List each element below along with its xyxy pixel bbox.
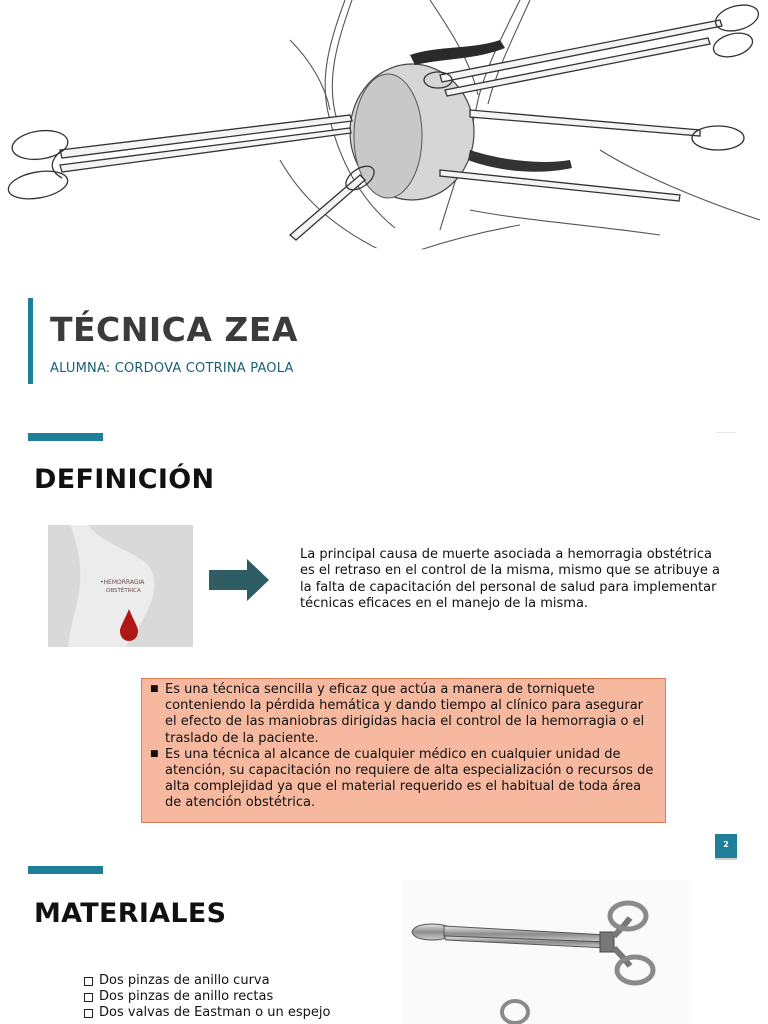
forceps-illustration xyxy=(0,0,768,270)
bullet-text: Es una técnica al alcance de cualquier médico en cualquier unidad de atención, su capacitación no requiere de alta especialización o recursos de alta complejidad ya que el material requerido es el habitual de toda área de atención obstétrica. xyxy=(165,746,654,811)
slide-title xyxy=(0,0,768,412)
slide-materials xyxy=(0,860,768,1024)
divider xyxy=(716,432,736,433)
list-item-text: Dos pinzas de anillo rectas xyxy=(99,989,274,1004)
accent-bar xyxy=(28,433,103,441)
list-item xyxy=(84,973,330,989)
list-item xyxy=(84,989,330,1005)
image-label-line1: •HEMORRAGIA xyxy=(100,579,145,586)
ring-forceps-svg xyxy=(402,880,692,1024)
list-item xyxy=(84,1005,330,1021)
materials-heading: MATERIALES xyxy=(34,898,227,929)
hemorrhage-image xyxy=(48,525,193,647)
checkbox-icon xyxy=(84,1009,93,1018)
list-item-text: Dos valvas de Eastman o un espejo xyxy=(99,1005,331,1020)
bullet-item xyxy=(148,747,655,812)
hemorrhage-image-svg xyxy=(48,525,193,647)
bullet-text: Es una técnica sencilla y eficaz que actúa a manera de torniquete conteniendo la pérdida hemática y dando tiempo al clínico para asegurar el efecto de las maniobras dirigidas hacia el control de la hemorragia o el traslado de la paciente. xyxy=(165,682,645,746)
bullet-item xyxy=(148,682,655,747)
presentation-title: TÉCNICA ZEA xyxy=(50,310,298,349)
accent-bar xyxy=(28,866,103,874)
key-points-box xyxy=(141,678,666,823)
square-bullet-icon: ■ xyxy=(150,684,159,694)
forceps-illustration-svg xyxy=(0,0,768,270)
checkbox-icon xyxy=(84,977,93,986)
materials-list xyxy=(84,973,330,1021)
page-number-badge: 2 xyxy=(715,834,737,858)
ring-forceps-photo xyxy=(402,880,692,1024)
title-block xyxy=(28,298,298,384)
list-item-text: Dos pinzas de anillo curva xyxy=(99,973,270,988)
definition-text: La principal causa de muerte asociada a hemorragia obstétrica es el retraso en el control de la misma, mismo que se atribuye a la falta de capacitación del personal de salud para implementar técnicas eficaces en el manejo de la misma. xyxy=(300,547,720,611)
checkbox-icon xyxy=(84,993,93,1002)
square-bullet-icon: ■ xyxy=(150,748,159,759)
author-subtitle: ALUMNA: CORDOVA COTRINA PAOLA xyxy=(50,361,294,376)
right-arrow-icon xyxy=(209,559,269,601)
image-label-line2: OBSTÉTRICA xyxy=(106,588,141,594)
slide-definition xyxy=(0,412,768,860)
definition-heading: DEFINICIÓN xyxy=(34,464,215,495)
